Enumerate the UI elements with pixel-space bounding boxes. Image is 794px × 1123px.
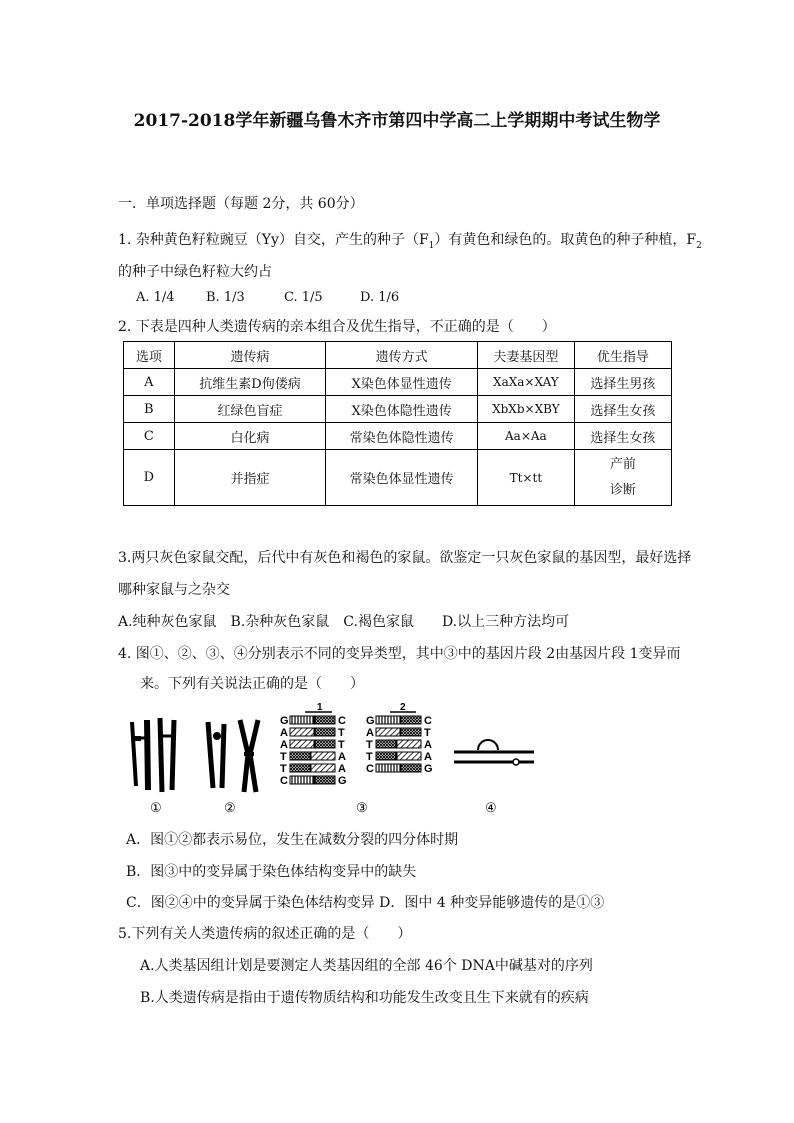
cell-advice: 选择生女孩: [574, 423, 671, 450]
q1-line2: 的种子中绿色籽粒大约占: [118, 264, 272, 280]
table-row: [124, 423, 672, 450]
cell-disease: 白化病: [174, 423, 326, 450]
cell-mode: 常染色体显性遗传: [326, 450, 478, 506]
q4-option-cd: C．图②④中的变异属于染色体结构变异 D．图中 4 种变异能够遗传的是①③: [126, 895, 605, 911]
q4-option-b: B．图③中的变异属于染色体结构变异中的缺失: [126, 864, 417, 880]
cell-genotype: [478, 396, 575, 423]
q5-option-b: B.人类遗传病是指由于遗传物质结构和功能发生改变且生下来就有的疾病: [140, 990, 589, 1006]
base-label: C: [366, 763, 374, 775]
figure-label-1: ①: [150, 801, 162, 816]
base-label: T: [338, 727, 345, 739]
q4-line1: 4. 图①、②、③、④分别表示不同的变异类型，其中③中的基因片段 2由基因片段 1变异而: [118, 646, 681, 662]
q1-option-b: B. 1/3: [206, 290, 245, 305]
base-label: T: [280, 763, 287, 775]
q1-option-d: D. 1/6: [360, 290, 400, 305]
advice-line2: 诊断: [609, 482, 636, 498]
cell-option: B: [124, 396, 175, 423]
base-label: A: [338, 763, 346, 775]
base-label: T: [366, 739, 373, 751]
base-label: G: [338, 775, 347, 787]
section-heading: 一．单项选择题（每题 2分，共 60分）: [118, 196, 364, 212]
base-label: G: [366, 715, 375, 727]
table-row: [124, 396, 672, 423]
cell-option: A: [124, 369, 175, 396]
q1-line1-part-b: ）有黄色和绿色的。取黄色的种子种植，F: [434, 232, 697, 248]
base-label: C: [280, 775, 288, 787]
q1-line1: [118, 229, 702, 251]
cell-advice: 选择生女孩: [574, 396, 671, 423]
genetic-disease-table: [123, 341, 672, 506]
base-label: T: [338, 739, 345, 751]
chromosome-pair-1: [132, 718, 174, 792]
q4-line2: 来。下列有关说法正确的是（ ）: [140, 676, 364, 692]
header-genotype: 夫妻基因型: [478, 342, 575, 369]
cell-advice: [574, 450, 671, 506]
segment-label-2: 2: [400, 702, 406, 713]
advice-line1: 产前: [609, 456, 636, 472]
q2-stem: 2. 下表是四种人类遗传病的亲本组合及优生指导，不正确的是（ ）: [118, 319, 556, 335]
cell-genotype: [478, 369, 575, 396]
table-row: [124, 450, 672, 506]
table-header-row: [124, 342, 672, 369]
cell-disease: 抗维生素D佝偻病: [174, 369, 326, 396]
dna-segment-2: [366, 715, 433, 775]
base-label: T: [366, 751, 373, 763]
base-label: A: [424, 751, 432, 763]
cell-genotype: Aa×Aa: [478, 423, 575, 450]
q1-f2-sub: 2: [696, 240, 702, 251]
genotype-text: XbXb×XBY: [492, 402, 560, 416]
base-label: G: [280, 715, 289, 727]
q3-options: A.纯种灰色家鼠 B.杂种灰色家鼠 C.褐色家鼠 D.以上三种方法均可: [118, 614, 570, 630]
variation-figure: [120, 700, 540, 818]
base-label: A: [280, 727, 288, 739]
q1-option-a: A. 1/4: [136, 290, 175, 305]
base-label: A: [366, 727, 374, 739]
q4-option-a: A．图①②都表示易位，发生在减数分裂的四分体时期: [126, 832, 459, 848]
dna-segment-1: [280, 715, 347, 787]
cell-option: C: [124, 423, 175, 450]
base-label: T: [424, 727, 431, 739]
cell-disease: 并指症: [174, 450, 326, 506]
q5-stem: 5.下列有关人类遗传病的叙述正确的是（ ）: [118, 926, 412, 942]
figure-label-3: ③: [356, 801, 368, 816]
cell-disease: 红绿色盲症: [174, 396, 326, 423]
header-disease: 遗传病: [174, 342, 326, 369]
header-advice: 优生指导: [574, 342, 671, 369]
chromosome-loop-4: [454, 740, 534, 765]
table-row: [124, 369, 672, 396]
base-label: C: [338, 715, 346, 727]
cell-mode: X染色体显性遗传: [326, 369, 478, 396]
q3-line1: 3.两只灰色家鼠交配，后代中有灰色和褐色的家鼠。欲鉴定一只灰色家鼠的基因型，最好选择: [118, 550, 692, 566]
cell-advice: 选择生男孩: [574, 369, 671, 396]
base-label: A: [338, 751, 346, 763]
q1-line1-part-a: 1. 杂种黄色籽粒豌豆（Yy）自交，产生的种子（F: [118, 232, 429, 248]
chromosome-pair-2: [208, 720, 258, 792]
cell-mode: 常染色体隐性遗传: [326, 423, 478, 450]
q1-option-c: C. 1/5: [284, 290, 323, 305]
base-label: C: [424, 715, 432, 727]
figure-label-2: ②: [224, 801, 236, 816]
q1-f1-sub: 1: [428, 240, 435, 251]
q1-options: [136, 290, 399, 305]
base-label: T: [280, 751, 287, 763]
q5-option-a: A.人类基因组计划是要测定人类基因组的全部 46个 DNA中碱基对的序列: [140, 958, 593, 974]
figure-label-4: ④: [485, 801, 497, 816]
genotype-text: XaXa×XAY: [493, 375, 559, 389]
segment-label-1: 1: [317, 702, 323, 713]
cell-mode: X染色体隐性遗传: [326, 396, 478, 423]
cell-genotype: Tt×tt: [478, 450, 575, 506]
base-label: G: [424, 763, 433, 775]
page-title: 2017-2018学年新疆乌鲁木齐市第四中学高二上学期期中考试生物学: [133, 111, 661, 131]
header-mode: 遗传方式: [326, 342, 478, 369]
q3-line2: 哪种家鼠与之杂交: [118, 582, 230, 598]
base-label: A: [280, 739, 288, 751]
base-label: A: [424, 739, 432, 751]
cell-option: D: [124, 450, 175, 506]
header-option: 选项: [124, 342, 175, 369]
